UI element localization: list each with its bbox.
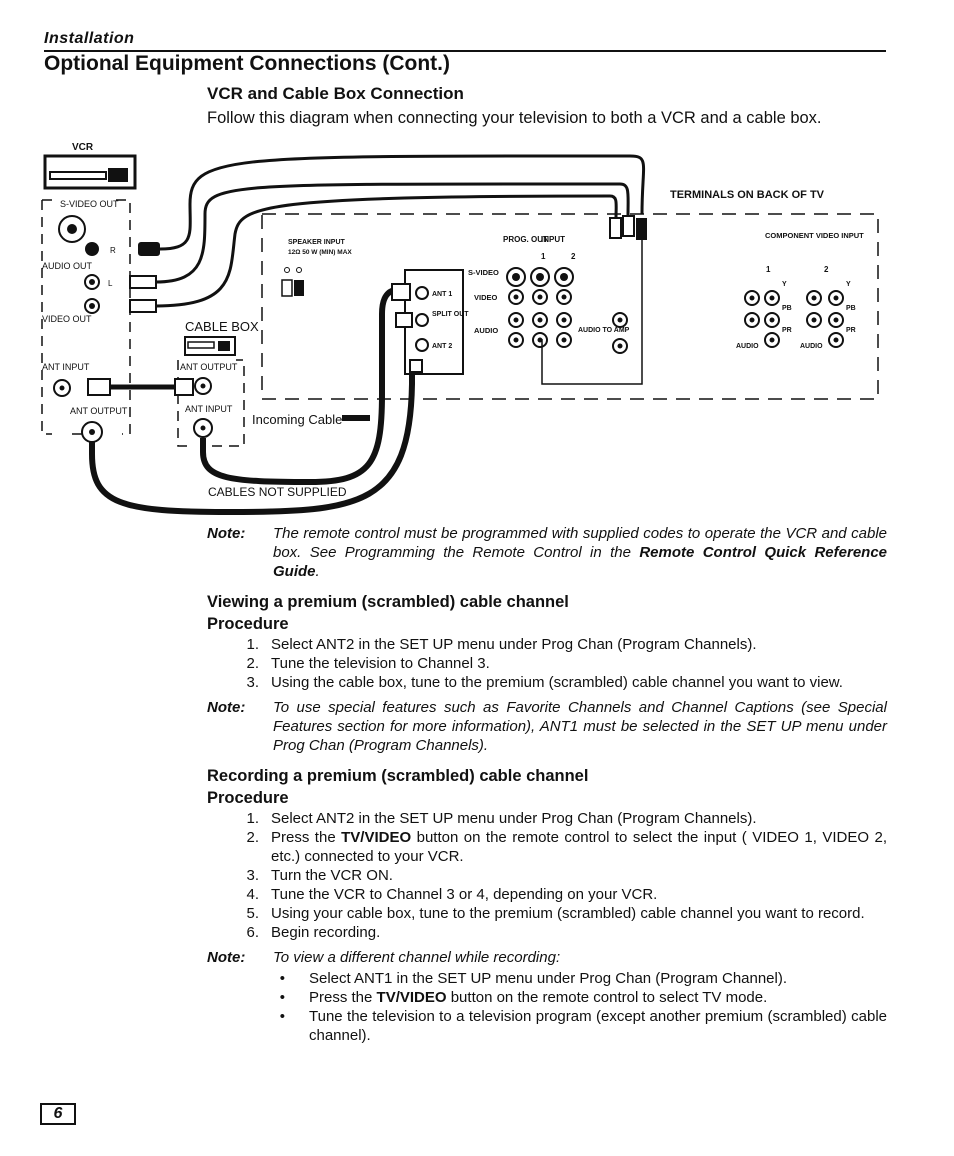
svg-text:Y: Y	[782, 281, 787, 288]
note-while-recording: Note: To view a different channel while recording:	[207, 949, 561, 966]
svg-text:PR: PR	[846, 327, 856, 334]
viewing-heading: Viewing a premium (scrambled) cable channel	[207, 593, 569, 611]
vcr-label: VCR	[72, 142, 94, 153]
svg-text:ANT 2: ANT 2	[432, 343, 453, 350]
cable-box-label: CABLE BOX	[185, 319, 259, 334]
list-item: 6. Begin recording.	[246, 924, 381, 941]
list-item: • Select ANT1 in the SET UP menu under Prog Chan (Program Channel).	[279, 970, 788, 987]
svg-text:PB: PB	[782, 305, 792, 312]
vcr-device	[45, 142, 135, 188]
svg-text:AUDIO TO AMP: AUDIO TO AMP	[578, 327, 630, 334]
svg-text:1: 1	[766, 265, 771, 274]
svg-text:ANT OUTPUT: ANT OUTPUT	[180, 362, 238, 372]
svg-text:R: R	[110, 246, 116, 255]
svg-text:12Ω 50 W (MIN) MAX: 12Ω 50 W (MIN) MAX	[288, 249, 352, 256]
svg-text:AUDIO: AUDIO	[800, 343, 823, 350]
svg-text:PR: PR	[782, 327, 792, 334]
list-item: 5. Using your cable box, tune to the premium (scrambled) cable channel you want to record.	[246, 905, 865, 922]
list-item: • Tune the television to a television program (except another premium (scrambled) cable channel).	[279, 1008, 887, 1044]
svg-text:2: 2	[571, 252, 576, 261]
svg-text:Y: Y	[846, 281, 851, 288]
list-item: 1. Select ANT2 in the SET UP menu under Prog Chan (Program Channels).	[246, 636, 757, 653]
tv-terminals-label: TERMINALS ON BACK OF TV	[670, 189, 824, 201]
recording-steps	[207, 809, 887, 942]
svg-text:AUDIO: AUDIO	[736, 343, 759, 350]
diagram-subtitle: VCR and Cable Box Connection	[207, 84, 464, 103]
intro-text: Follow this diagram when connecting your television to both a VCR and a cable box.	[207, 109, 822, 127]
svg-text:1: 1	[541, 252, 546, 261]
page-title: Optional Equipment Connections (Cont.)	[44, 52, 450, 75]
viewing-procedure-heading: Procedure	[207, 615, 289, 633]
svg-text:COMPONENT VIDEO INPUT: COMPONENT VIDEO INPUT	[765, 231, 864, 240]
list-item: 2. Press the TV/VIDEO button on the remote control to select the input ( VIDEO 1, VIDEO 2, etc.) connected to your VCR.	[246, 829, 888, 865]
svg-text:PROG. OUT: PROG. OUT	[503, 235, 548, 244]
svg-text:SPEAKER INPUT: SPEAKER INPUT	[288, 239, 345, 246]
viewing-steps	[207, 635, 887, 692]
svg-text:VIDEO OUT: VIDEO OUT	[42, 314, 92, 324]
note-label: Note:	[207, 525, 246, 542]
recording-procedure-heading: Procedure	[207, 789, 289, 807]
instructions	[207, 524, 887, 1045]
recording-bullets	[207, 969, 887, 1045]
section-label: Installation	[44, 30, 135, 47]
incoming-cable-label: Incoming Cable	[252, 412, 343, 427]
list-item: 3. Using the cable box, tune to the premium (scrambled) cable channel you want to view.	[246, 674, 843, 691]
svg-text:AUDIO OUT: AUDIO OUT	[42, 261, 93, 271]
svg-text:2: 2	[824, 265, 829, 274]
recording-heading: Recording a premium (scrambled) cable channel	[207, 767, 589, 785]
svg-text:ANT 1: ANT 1	[432, 291, 453, 298]
cable-box-device	[185, 337, 235, 355]
svg-text:AUDIO: AUDIO	[474, 326, 499, 335]
svg-text:PB: PB	[846, 305, 856, 312]
list-item: 1. Select ANT2 in the SET UP menu under Prog Chan (Program Channels).	[246, 810, 757, 827]
list-item: • Press the TV/VIDEO button on the remote control to select TV mode.	[279, 989, 768, 1006]
list-item: 2. Tune the television to Channel 3.	[246, 655, 490, 672]
svg-text:INPUT: INPUT	[541, 235, 565, 244]
page-number: 6	[40, 1103, 76, 1125]
svg-text:ANT OUTPUT: ANT OUTPUT	[70, 406, 128, 416]
svg-text:VIDEO: VIDEO	[474, 293, 498, 302]
svg-text:L: L	[108, 279, 113, 288]
vcr-audio-r-jack	[85, 242, 99, 256]
note-remote	[207, 524, 887, 581]
list-item: 4. Tune the VCR to Channel 3 or 4, depending on your VCR.	[246, 886, 658, 903]
svg-text:SPLIT OUT: SPLIT OUT	[432, 311, 469, 318]
connection-diagram	[30, 134, 890, 519]
note-special-features: Note: To use special features such as Favorite Channels and Channel Captions (see Special Features section for more information), ANT1 must be selected in the SET UP menu under Prog Chan (Program Channels).	[207, 699, 887, 754]
svg-text:S-VIDEO: S-VIDEO	[468, 268, 499, 277]
cables-not-supplied-label: CABLES NOT SUPPLIED	[208, 485, 347, 499]
list-item: 3. Turn the VCR ON.	[246, 867, 393, 884]
svg-text:ANT INPUT: ANT INPUT	[42, 362, 90, 372]
vcr-svideo-out-label: S-VIDEO OUT	[60, 199, 119, 209]
note-text: The remote control must be programmed with supplied codes to operate the VCR and cable box. See Programming the Remote Control in the Remote Control Quick Reference Guide.	[273, 525, 888, 580]
svg-text:ANT INPUT: ANT INPUT	[185, 404, 233, 414]
